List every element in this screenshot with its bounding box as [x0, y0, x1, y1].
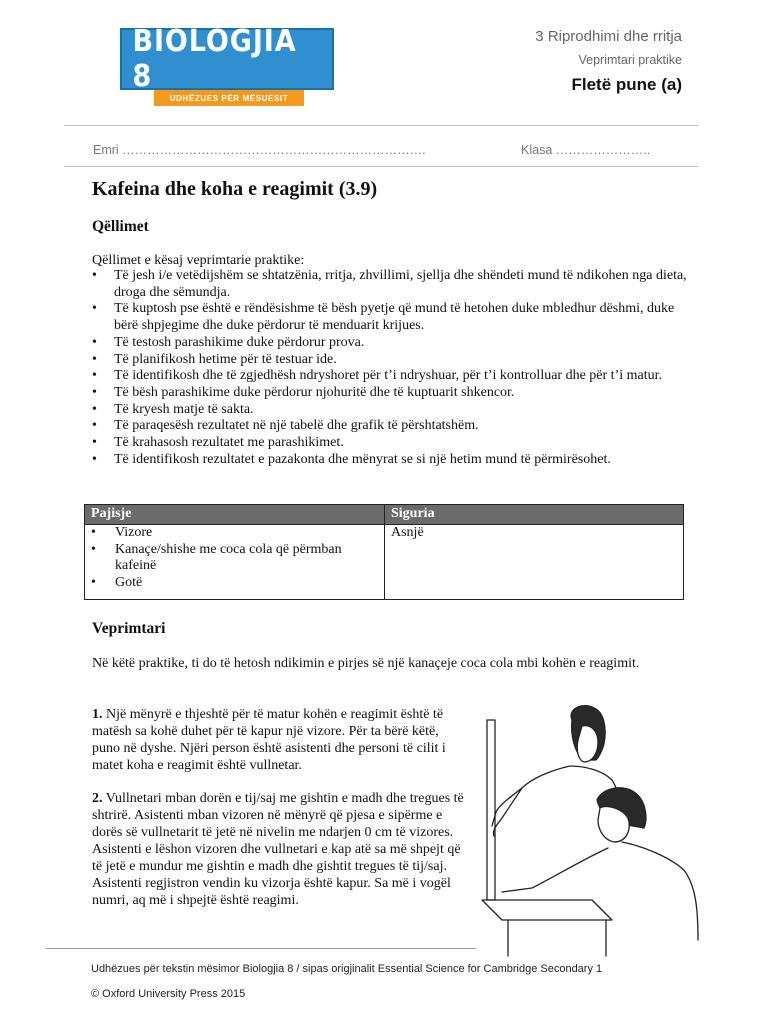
list-item: • Kanaçe/shishe me coca cola që përmban kafeinë	[89, 542, 380, 575]
list-item: • Të bësh parashikime duke përdorur njohuritë dhe të kuptuarit shkencor.	[92, 385, 692, 402]
equipment-cell	[85, 525, 385, 599]
step-1-text: Një mënyrë e thjeshtë për të matur kohën e reagimit është të matësh sa kohë duhet për të kapur një vizore. Për ta bërë këtë, puno në dyshe. Njëri person është asistenti dhe personi të cilit i matet koha e reagimit është vullnetar.	[92, 707, 446, 773]
list-item: • Të identifikosh dhe të zgjedhësh ndryshoret për t’i ndryshuar, për t’i kontrolluar dhe për t’i matur.	[92, 368, 692, 385]
footer-divider	[86, 948, 476, 949]
step-1	[92, 706, 470, 774]
list-item: • Vizore	[89, 525, 380, 542]
activity-heading: Veprimtari	[92, 620, 166, 637]
header-divider	[64, 125, 698, 126]
list-item: • Të planifikosh hetime për të testuar ide.	[92, 352, 692, 369]
footer-divider-left	[46, 948, 86, 949]
list-item: • Të testosh parashikime duke përdorur prova.	[92, 335, 692, 352]
step-2-number: 2.	[92, 791, 103, 806]
desk	[482, 900, 612, 920]
column-header-equipment: Pajisje	[85, 505, 385, 524]
page-title: Kafeina dhe koha e reagimit (3.9)	[92, 178, 378, 200]
class-field[interactable]: Klasa …………………..	[521, 143, 651, 157]
biologjia-logo	[120, 24, 334, 106]
logo-title: BIOLOGJIA 8	[132, 24, 297, 94]
volunteer-body	[502, 842, 698, 940]
step-2	[92, 790, 470, 909]
ruler-shape	[487, 720, 495, 900]
logo-title-box	[120, 24, 334, 94]
step-2-text: Vullnetari mban dorën e tij/saj me gishtin e madh dhe tregues të shtrirë. Asistenti mban vizoren në mënyrë që pjesa e sipërme e dorës së vullnetarit të jetë në nivelin me ndarjen 0 cm të vizores. Asistenti e lëshon vizoren dhe vullnetari e kap atë sa më shpejt që të jetë e mundur me gishtin e madh dhe gishtit tregues të tij/saj. Asistenti regjistron vendin ku vizorja është kapur. Sa më i vogël numri, aq më i shpejtë është reagimi.	[92, 791, 464, 908]
worksheet-label: Fletë pune (a)	[571, 75, 682, 94]
footer-copyright: © Oxford University Press 2015	[91, 988, 246, 1000]
activity-intro: Në këtë praktike, ti do të hetosh ndikimin e pirjes së një kanaçeje coca cola mbi kohën e reagimit.	[92, 656, 640, 671]
objectives-list	[92, 268, 692, 468]
list-item: • Të paraqesësh rezultatet në një tabelë dhe grafik të përshtatshëm.	[92, 418, 692, 435]
list-item: • Të kuptosh pse është e rëndësishme të bësh pyetje që mund të hetohen duke mbledhur dëshmi, duke bërë shpjegime dhe duke përdorur të menduarit krijues.	[92, 301, 692, 334]
list-item: • Të kryesh matje të sakta.	[92, 402, 692, 419]
column-header-safety: Siguria	[391, 506, 435, 521]
footer-source: Udhëzues për tekstin mësimor Biologjia 8 / sipas origjinalit Essential Science for Cambridge Secondary 1	[91, 963, 603, 975]
reaction-time-illustration	[472, 700, 712, 960]
objectives-heading: Qëllimet	[92, 218, 149, 235]
desk-leg	[508, 920, 606, 956]
form-divider	[64, 166, 698, 167]
equipment-safety-table	[84, 504, 684, 600]
safety-cell: Asnjë	[391, 525, 424, 540]
table-row	[85, 525, 683, 599]
logo-subtitle-box	[154, 90, 304, 106]
equipment-list	[89, 525, 380, 592]
name-field[interactable]: Emri ……………………………………………………………….	[93, 143, 426, 157]
objectives-intro: Qëllimet e kësaj veprimtarie praktike:	[92, 253, 305, 268]
list-item: • Të identifikosh rezultatet e pazakonta dhe mënyrat se si një hetim mund të përmirësohet.	[92, 452, 692, 469]
list-item: • Të jesh i/e vetëdijshëm se shtatzënia, rritja, zhvillimi, sjellja dhe shëndeti mund të ndikohen nga dieta, droga dhe sëmundja.	[92, 268, 692, 301]
chapter-title: 3 Riprodhimi dhe rritja	[535, 28, 682, 45]
list-item: • Të krahasosh rezultatet me parashikimet.	[92, 435, 692, 452]
table-header-row	[85, 505, 683, 525]
logo-subtitle: UDHËZUES PËR MËSUESIT	[169, 93, 289, 103]
list-item: • Gotë	[89, 575, 380, 592]
step-1-number: 1.	[92, 707, 103, 722]
header-subtitle: Veprimtari praktike	[578, 53, 682, 67]
